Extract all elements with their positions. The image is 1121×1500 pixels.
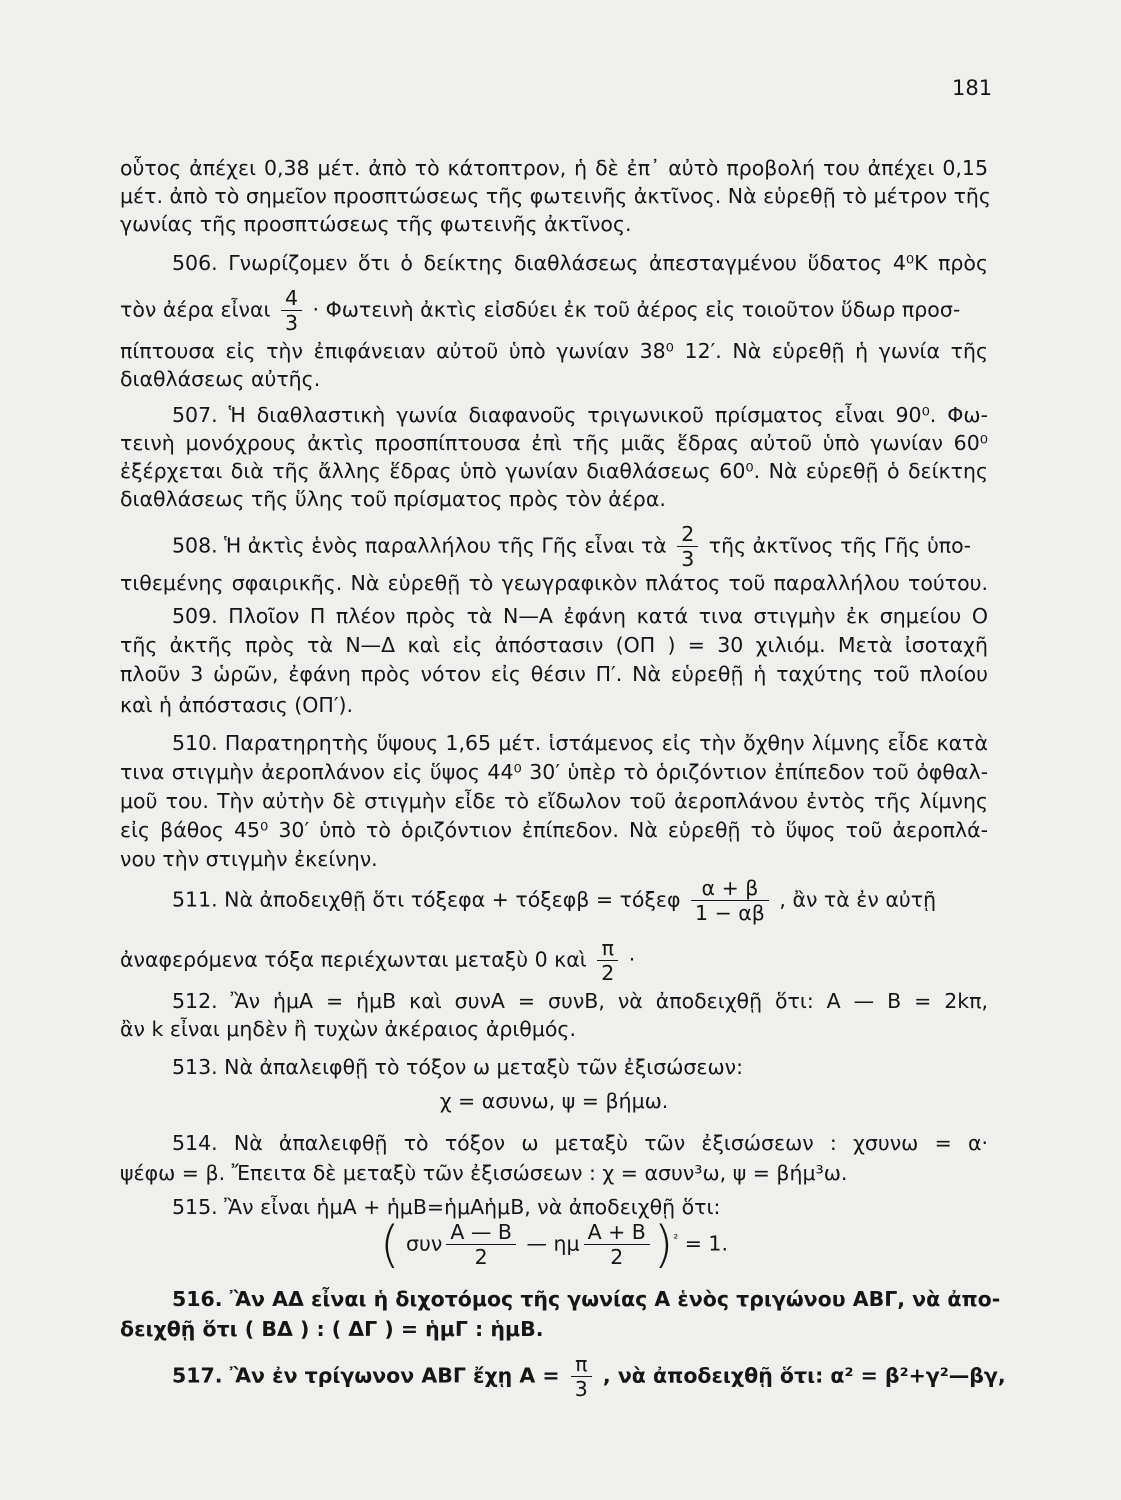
text-fragment: , νὰ ἀποδειχθῇ ὅτι: α² = β²+γ²—βγ, bbox=[602, 1363, 1006, 1388]
problem-516-line: δειχθῇ ὅτι ( ΒΔ ) : ( ΔΓ ) = ἡμΓ : ἡμΒ. bbox=[120, 1317, 544, 1341]
fraction-numerator: α + β bbox=[691, 876, 769, 901]
text-fragment: τὸν ἀέρα εἶναι bbox=[120, 297, 271, 322]
text-fragment: 508. Ἡ ἀκτὶς ἑνὸς παραλλήλου τῆς Γῆς εἶναι τὰ bbox=[172, 533, 667, 558]
problem-510-line: εἰς βάθος 45⁰ 30′ ὑπὸ τὸ ὁριζόντιον ἐπίπεδον. Νὰ εὑρεθῇ τὸ ὕψος τοῦ ἀεροπλά- bbox=[120, 818, 988, 842]
problem-512-line: ἂν k εἶναι μηδὲν ἢ τυχὼν ἀκέραιος ἀριθμός. bbox=[120, 1017, 576, 1041]
fraction-numerator: π bbox=[597, 936, 618, 961]
problem-507-line: 507. Ἡ διαθλαστικὴ γωνία διαφανοῦς τριγωνικοῦ πρίσματος εἶναι 90⁰. Φω- bbox=[172, 403, 988, 427]
problem-507-line: ἐξέρχεται διὰ τῆς ἄλλης ἕδρας ὑπὸ γωνίαν διαθλάσεως 60⁰. Νὰ εὑρεθῇ ὁ δείκτης bbox=[120, 459, 988, 483]
page-number: 181 bbox=[952, 76, 993, 100]
fraction-numerator: Α + Β bbox=[584, 1220, 650, 1245]
fraction bbox=[584, 1220, 650, 1269]
problem-509-line: καὶ ἡ ἀπόστασις (ΟΠ′). bbox=[120, 693, 353, 717]
fraction bbox=[691, 876, 769, 925]
problem-514-line: ψέφω = β. Ἔπειτα δὲ μεταξὺ τῶν ἐξισώσεων : χ = ασυν³ω, ψ = βήμ³ω. bbox=[120, 1161, 848, 1185]
text-line: μέτ. ἀπὸ τὸ σημεῖον προσπτώσεως τῆς φωτεινῆς ἀκτῖνος. Νὰ εὑρεθῇ τὸ μέτρον τῆς bbox=[120, 184, 991, 208]
equation: χ = ασυνω, ψ = βήμω. bbox=[439, 1089, 669, 1113]
text-fragment: · Φωτεινὴ ἀκτὶς εἰσδύει ἐκ τοῦ ἀέρος εἰς τοιοῦτον ὕδωρ προσ- bbox=[312, 297, 961, 322]
text-line: γωνίας τῆς προσπτώσεως τῆς φωτεινῆς ἀκτῖνος. bbox=[120, 212, 632, 236]
problem-509-line: τῆς ἀκτῆς πρὸς τὰ Ν—Δ καὶ εἰς ἀπόστασιν (ΟΠ ) = 30 χιλιόμ. Μετὰ ἰσοταχῆ bbox=[120, 633, 988, 657]
problem-507-line: τεινὴ μονόχρους ἀκτὶς προσπίπτουσα ἐπὶ τῆς μιᾶς ἕδρας αὐτοῦ ὑπὸ γωνίαν 60⁰ bbox=[120, 431, 988, 455]
problem-516-line: 516. Ἂν ΑΔ εἶναι ἡ διχοτόμος τῆς γωνίας Α ἑνὸς τριγώνου ΑΒΓ, νὰ ἀπο- bbox=[172, 1287, 1001, 1311]
problem-514-line: 514. Νὰ ἀπαλειφθῇ τὸ τόξον ω μεταξὺ τῶν ἐξισώσεων : χσυνω = α· bbox=[172, 1131, 988, 1155]
fraction-denominator: 3 bbox=[681, 547, 695, 571]
problem-506-line bbox=[120, 286, 988, 335]
fraction-numerator: 2 bbox=[677, 522, 698, 547]
text-fragment: ἀναφερόμενα τόξα περιέχωνται μεταξὺ 0 καὶ bbox=[120, 947, 587, 972]
fraction bbox=[281, 286, 302, 335]
fraction-denominator: 2 bbox=[474, 1245, 488, 1269]
fraction bbox=[677, 522, 698, 571]
text-fragment: 511. Νὰ ἀποδειχθῇ ὅτι τόξεφα + τόξεφβ = τόξεφ bbox=[172, 887, 681, 912]
problem-506-line: 506. Γνωρίζομεν ὅτι ὁ δείκτης διαθλάσεως ἀπεσταγμένου ὕδατος 4⁰Κ πρὸς bbox=[172, 251, 988, 275]
text-fragment: · bbox=[628, 947, 636, 972]
problem-506-line: διαθλάσεως αὐτῆς. bbox=[120, 367, 321, 391]
text-fragment: , ἂν τὰ ἐν αὐτῇ bbox=[779, 887, 937, 912]
fraction-denominator: 2 bbox=[601, 961, 615, 985]
fraction-denominator: 2 bbox=[610, 1245, 624, 1269]
fraction-numerator: Α — Β bbox=[446, 1220, 516, 1245]
problem-509-line: πλοῦν 3 ὡρῶν, ἐφάνη πρὸς νότον εἰς θέσιν Π′. Νὰ εὑρεθῇ ἡ ταχύτης τοῦ πλοίου bbox=[120, 662, 988, 686]
text-fragment: — ημ bbox=[526, 1231, 580, 1256]
text-fragment: τῆς ἀκτῖνος τῆς Γῆς ὑπο- bbox=[708, 533, 972, 558]
problem-509-line: 509. Πλοῖον Π πλέον πρὸς τὰ Ν—Α ἐφάνη κατά τινα στιγμὴν ἐκ σημείου Ο bbox=[172, 604, 988, 628]
problem-511-line bbox=[120, 936, 988, 985]
problem-517-line bbox=[172, 1352, 1006, 1401]
text-fragment: = 1. bbox=[684, 1231, 728, 1256]
problem-510-line: 510. Παρατηρητὴς ὕψους 1,65 μέτ. ἱστάμενος εἰς τὴν ὄχθην λίμνης εἶδε κατὰ bbox=[172, 731, 988, 755]
problem-512-line: 512. Ἂν ἡμΑ = ἡμΒ καὶ συνΑ = συνΒ, νὰ ἀποδειχθῇ ὅτι: Α — Β = 2kπ, bbox=[172, 989, 988, 1013]
problem-511-line bbox=[172, 876, 988, 925]
text-fragment: συν bbox=[406, 1231, 443, 1256]
fraction-denominator: 1 − αβ bbox=[695, 901, 765, 925]
problem-510-line: μοῦ του. Τὴν αὐτὴν δὲ στιγμὴν εἶδε τὸ εἴδωλον τοῦ ἀεροπλάνου ἐντὸς τῆς λίμνης bbox=[120, 789, 988, 813]
fraction-denominator: 3 bbox=[574, 1377, 588, 1401]
fraction bbox=[446, 1220, 516, 1269]
problem-515-line: 515. Ἂν εἶναι ἡμΑ + ἡμΒ=ἡμΑἡμΒ, νὰ ἀποδειχθῇ ὅτι: bbox=[172, 1195, 721, 1219]
problem-508-line: τιθεμένης σφαιρικῆς. Νὰ εὑρεθῇ τὸ γεωγραφικὸν πλάτος τοῦ παραλλήλου τούτου. bbox=[120, 571, 988, 595]
fraction bbox=[571, 1352, 592, 1401]
equation bbox=[380, 1215, 800, 1274]
problem-506-line: πίπτουσα εἰς τὴν ἐπιφάνειαν αὐτοῦ ὑπὸ γωνίαν 38⁰ 12′. Νὰ εὑρεθῇ ἡ γωνία τῆς bbox=[120, 339, 988, 363]
exponent: ² bbox=[673, 1231, 679, 1246]
paren-close: ) bbox=[653, 1215, 674, 1274]
problem-507-line: διαθλάσεως τῆς ὕλης τοῦ πρίσματος πρὸς τὸν ἀέρα. bbox=[120, 487, 666, 511]
fraction-denominator: 3 bbox=[284, 311, 298, 335]
problem-513-line: 513. Νὰ ἀπαλειφθῇ τὸ τόξον ω μεταξὺ τῶν ἐξισώσεων: bbox=[172, 1055, 743, 1079]
text-line: οὗτος ἀπέχει 0,38 μέτ. ἀπὸ τὸ κάτοπτρον, ἡ δὲ ἐπ᾽ αὐτὸ προβολή του ἀπέχει 0,15 bbox=[120, 156, 988, 180]
problem-510-line: νου τὴν στιγμὴν ἐκείνην. bbox=[120, 847, 378, 871]
problem-510-line: τινα στιγμὴν ἀεροπλάνον εἰς ὕψος 44⁰ 30′ ὑπὲρ τὸ ὁριζόντιον ἐπίπεδον τοῦ ὀφθαλ- bbox=[120, 760, 988, 784]
fraction-numerator: 4 bbox=[281, 286, 302, 311]
fraction-numerator: π bbox=[571, 1352, 592, 1377]
problem-508-line bbox=[172, 522, 988, 571]
fraction bbox=[597, 936, 618, 985]
text-fragment: 517. Ἂν ἐν τρίγωνον ΑΒΓ ἔχῃ Α = bbox=[172, 1363, 560, 1388]
paren-open: ( bbox=[380, 1215, 400, 1274]
